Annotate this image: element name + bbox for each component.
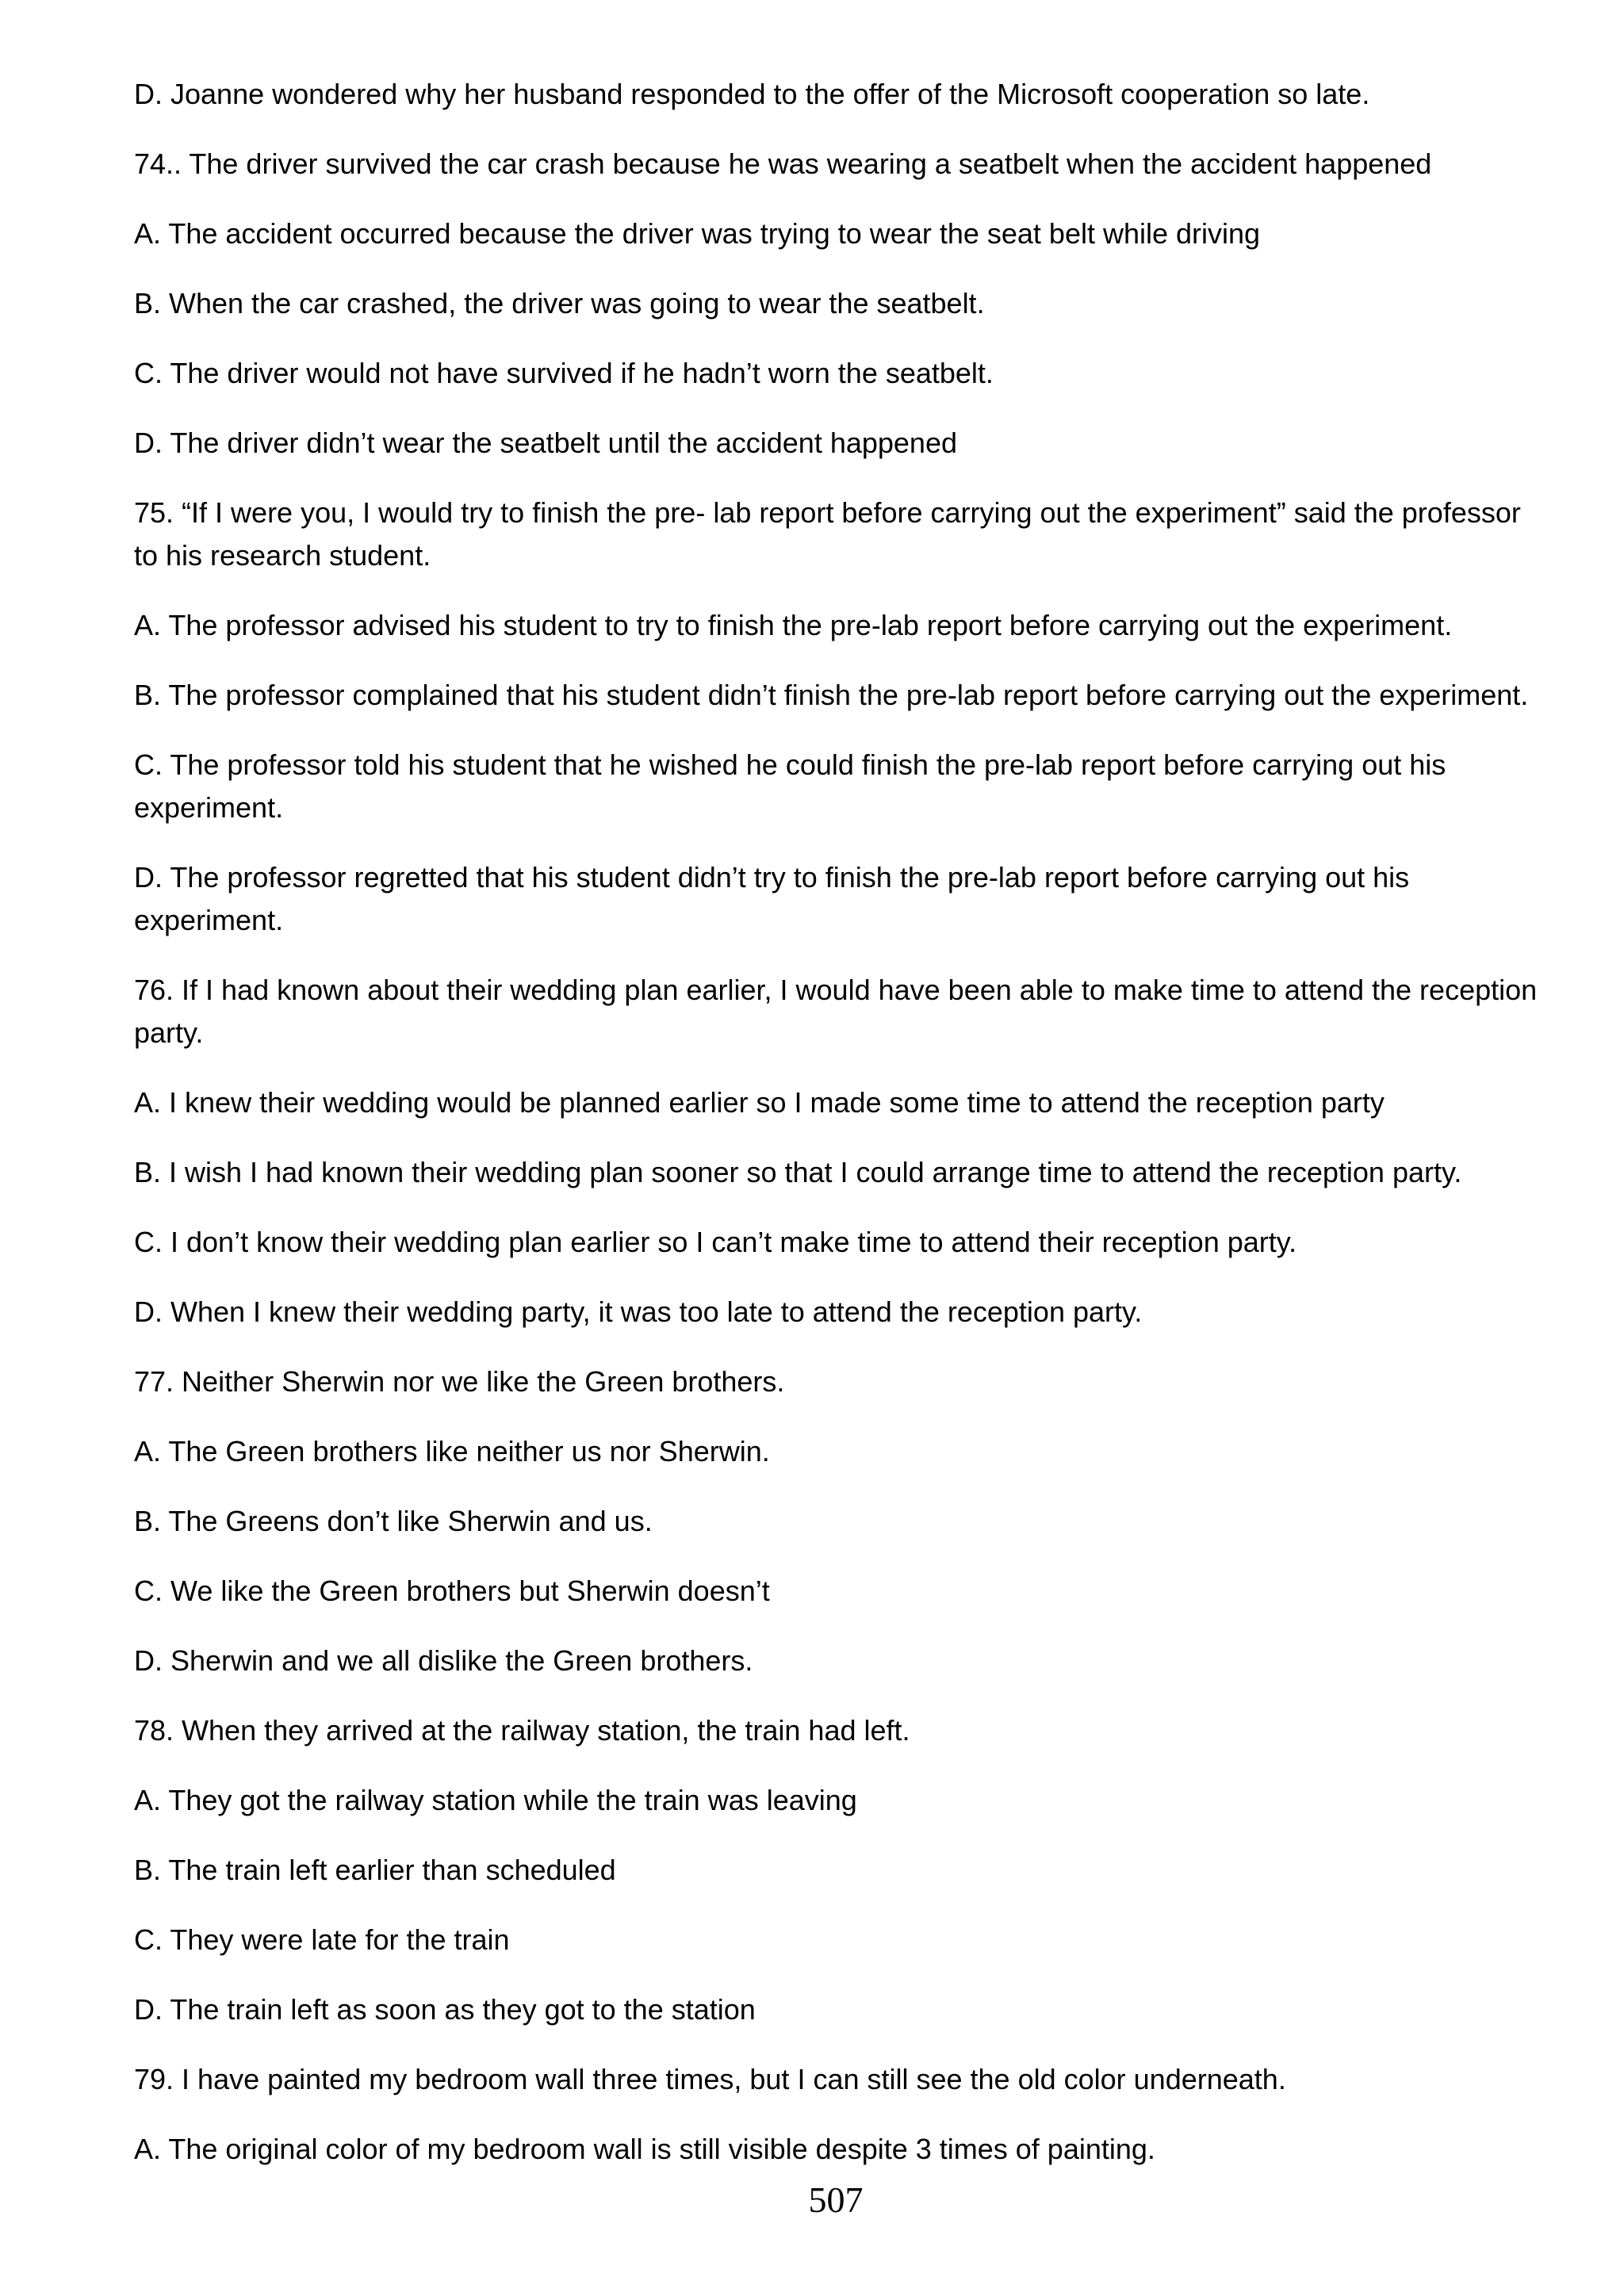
option-75-d: D. The professor regretted that his student didn’t try to finish the pre-lab report before carrying out his experiment. <box>134 861 1410 936</box>
option-77-c: C. We like the Green brothers but Sherwin doesn’t <box>134 1575 770 1607</box>
option-77-d: D. Sherwin and we all dislike the Green brothers. <box>134 1644 753 1677</box>
option-78-a: A. They got the railway station while the train was leaving <box>134 1784 857 1816</box>
option-79-a: A. The original color of my bedroom wall is still visible despite 3 times of painting. <box>134 2133 1155 2165</box>
question-77: 77. Neither Sherwin nor we like the Green brothers. <box>134 1365 785 1398</box>
option-76-a: A. I knew their wedding would be planned earlier so I made some time to attend the reception party <box>134 1086 1385 1119</box>
option-78-c: C. They were late for the train <box>134 1923 510 1956</box>
option-74-c: C. The driver would not have survived if he hadn’t worn the seatbelt. <box>134 357 994 389</box>
option-75-b: B. The professor complained that his student didn’t finish the pre-lab report before carrying out the experiment. <box>134 679 1529 711</box>
option-78-d: D. The train left as soon as they got to the station <box>134 1993 756 2026</box>
option-76-c: C. I don’t know their wedding plan earlier so I can’t make time to attend their reception party. <box>134 1226 1297 1258</box>
option-77-a: A. The Green brothers like neither us nor Sherwin. <box>134 1435 770 1468</box>
option-74-a: A. The accident occurred because the driver was trying to wear the seat belt while driving <box>134 217 1261 250</box>
option-75-a: A. The professor advised his student to try to finish the pre-lab report before carrying out the experiment. <box>134 609 1453 641</box>
option-76-d: D. When I knew their wedding party, it was too late to attend the reception party. <box>134 1295 1143 1328</box>
option-74-b: B. When the car crashed, the driver was going to wear the seatbelt. <box>134 287 985 320</box>
question-78: 78. When they arrived at the railway station, the train had left. <box>134 1714 910 1747</box>
page-content <box>134 73 1538 2198</box>
option-74-d: D. The driver didn’t wear the seatbelt until the accident happened <box>134 427 957 459</box>
option-77-b: B. The Greens don’t like Sherwin and us. <box>134 1505 653 1537</box>
question-76: 76. If I had known about their wedding plan earlier, I would have been able to make time to attend the reception party. <box>134 974 1538 1049</box>
page-number: 507 <box>808 2179 864 2220</box>
option-76-b: B. I wish I had known their wedding plan sooner so that I could arrange time to attend the reception party. <box>134 1156 1462 1188</box>
option-75-c: C. The professor told his student that he wished he could finish the pre-lab report before carrying out his experiment. <box>134 748 1446 824</box>
option-78-b: B. The train left earlier than scheduled <box>134 1854 616 1886</box>
question-75: 75. “If I were you, I would try to finish the pre- lab report before carrying out the experiment” said the professor to his research student. <box>134 496 1521 572</box>
question-79: 79. I have painted my bedroom wall three times, but I can still see the old color underneath. <box>134 2063 1286 2095</box>
option-73-d: D. Joanne wondered why her husband responded to the offer of the Microsoft cooperation so late. <box>134 78 1370 110</box>
question-74: 74.. The driver survived the car crash because he was wearing a seatbelt when the accident happened <box>134 147 1432 180</box>
